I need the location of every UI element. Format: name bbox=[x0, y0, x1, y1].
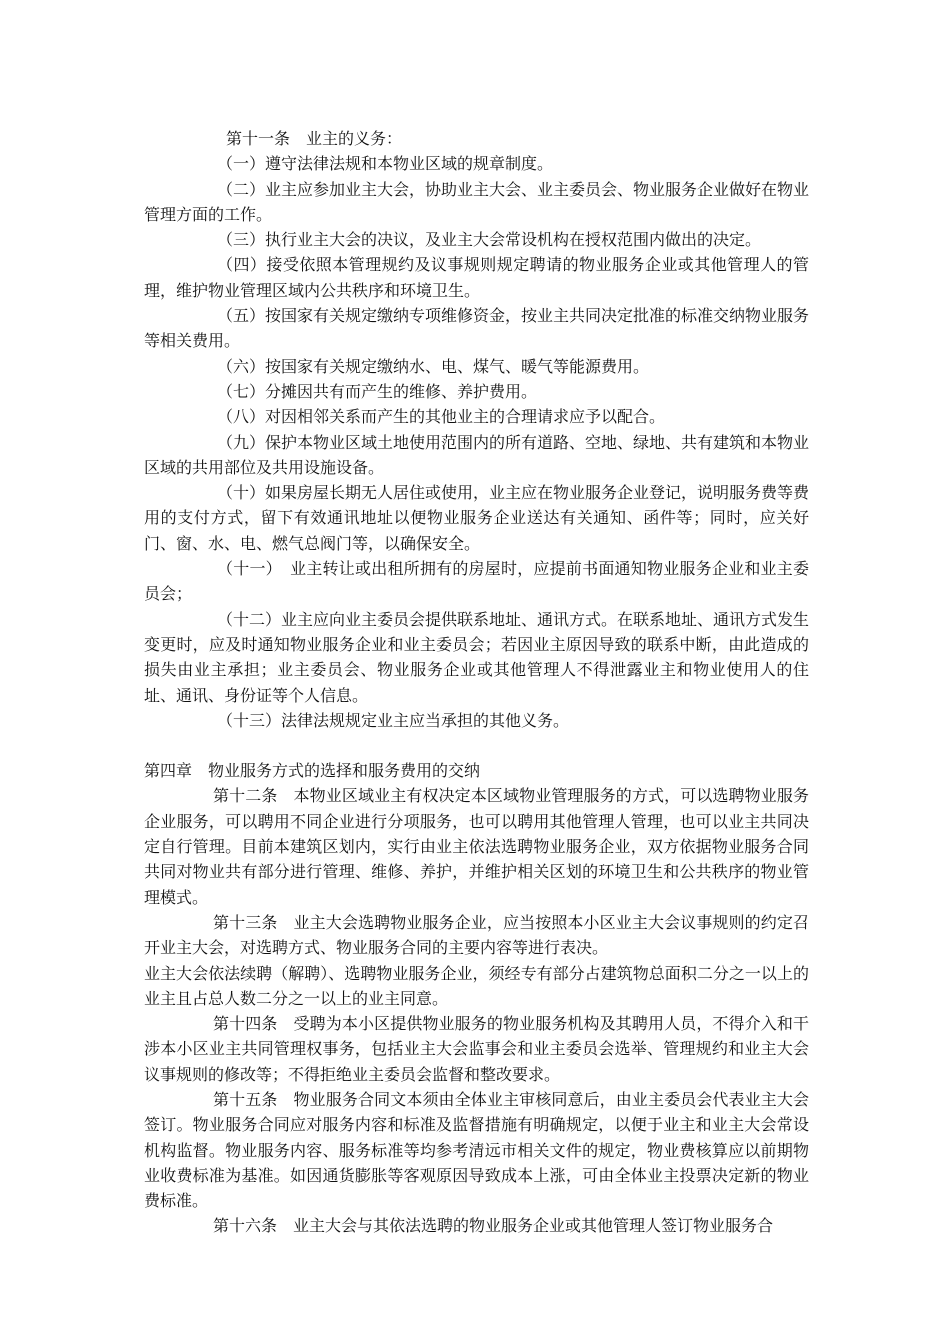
article-11-item-2: （二）业主应参加业主大会，协助业主大会、业主委员会、物业服务企业做好在物业管理方面的工作。 bbox=[144, 179, 810, 224]
article-11-heading: 第十一条 业主的义务： bbox=[226, 129, 403, 148]
article-13-continuation: 业主大会依法续聘（解聘）、选聘物业服务企业，须经专有部分占建筑物总面积二分之一以上的业主且占总人数二分之一以上的业主同意。 bbox=[144, 963, 809, 1008]
document-body bbox=[144, 126, 809, 1239]
article-11-item-1: （一）遵守法律法规和本物业区域的规章制度。 bbox=[217, 154, 554, 174]
chapter-4-title: 第四章 物业服务方式的选择和服务费用的交纳 bbox=[144, 761, 481, 781]
article-12: 第十二条 本物业区域业主有权决定本区域物业管理服务的方式，可以选聘物业服务企业服务，可以聘用不同企业进行分项服务，也可以聘用其他管理人管理，也可以业主共同决定自行管理。目前本建筑区划内，实行由业主依法选聘物业服务企业，双方依据物业服务合同共同对物业共有部分进行管理、维修、养护，并维护相关区划的环境卫生和公共秩序的物业管理模式。 bbox=[144, 786, 809, 907]
article-11-item-5: （五）按国家有关规定缴纳专项维修资金，按业主共同决定批准的标准交纳物业服务等相关费用。 bbox=[144, 306, 810, 351]
article-11-item-12: （十二）业主应向业主委员会提供联系地址、通讯方式。在联系地址、通讯方式发生变更时，应及时通知物业服务企业和业主委员会；若因业主原因导致的联系中断，由此造成的损失由业主承担；业主委员会、物业服务企业或其他管理人不得泄露业主和物业使用人的住址、通讯、身份证等个人信息。 bbox=[144, 609, 810, 705]
article-13: 第十三条 业主大会选聘物业服务企业，应当按照本小区业主大会议事规则的约定召开业主大会，对选聘方式、物业服务合同的主要内容等进行表决。 bbox=[144, 912, 809, 958]
article-11-item-8: （八）对因相邻关系而产生的其他业主的合理请求应予以配合。 bbox=[217, 407, 666, 427]
article-16: 第十六条 业主大会与其依法选聘的物业服务企业或其他管理人签订物业服务合 bbox=[213, 1216, 774, 1236]
article-11-item-10: （十）如果房屋长期无人居住或使用，业主应在物业服务企业登记，说明服务费等费用的支付方式，留下有效通讯地址以便物业服务企业送达有关通知、函件等；同时，应关好门、窗、水、电、燃气总阀门等，以确保安全。 bbox=[144, 483, 810, 553]
article-14: 第十四条 受聘为本小区提供物业服务的物业服务机构及其聘用人员，不得介入和干涉本小区业主共同管理权事务，包括业主大会监事会和业主委员会选举、管理规约和业主大会议事规则的修改等；不得拒绝业主委员会监督和整改要求。 bbox=[144, 1014, 809, 1084]
article-11-item-7: （七）分摊因共有而产生的维修、养护费用。 bbox=[217, 381, 538, 401]
article-11-item-6: （六）按国家有关规定缴纳水、电、煤气、暖气等能源费用。 bbox=[217, 356, 650, 376]
article-15: 第十五条 物业服务合同文本须由全体业主审核同意后，由业主委员会代表业主大会签订。物业服务合同应对服务内容和标准及监督措施有明确规定，以便于业主和业主大会常设机构监督。物业服务内容、服务标准等均参考清远市相关文件的规定，物业费核算应以前期物业收费标准为基准。如因通货膨胀等客观原因导致成本上涨，可由全体业主投票决定新的物业费标准。 bbox=[144, 1089, 809, 1211]
article-11-item-9: （九）保护本物业区域土地使用范围内的所有道路、空地、绿地、共有建筑和本物业区域的共用部位及共用设施设备。 bbox=[144, 432, 810, 477]
article-11-item-13: （十三）法律法规规定业主应当承担的其他义务。 bbox=[217, 710, 570, 730]
article-11-item-11: （十一） 业主转让或出租所拥有的房屋时，应提前书面通知物业服务企业和业主委员会； bbox=[144, 559, 809, 604]
article-11-item-4: （四）接受依照本管理规约及议事规则规定聘请的物业服务企业或其他管理人的管理，维护物业管理区域内公共秩序和环境卫生。 bbox=[144, 255, 809, 300]
article-11-item-3: （三）执行业主大会的决议，及业主大会常设机构在授权范围内做出的决定。 bbox=[217, 230, 762, 250]
